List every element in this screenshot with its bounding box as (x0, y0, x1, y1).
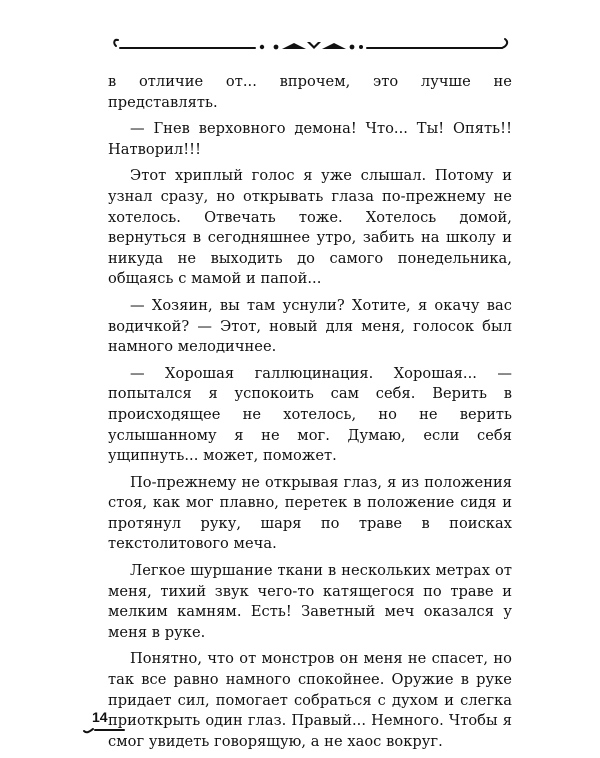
paragraph-2: — Гнев верховного демона! Что... Ты! Опять!! Натворил!!! (108, 120, 512, 158)
paragraph-1: в отличие от... впрочем, это лучше не представлять. (108, 73, 512, 111)
paragraph-4: — Хозяин, вы там уснули? Хотите, я окачу вас водичкой? — Этот, новый для меня, голосок был намного мелодичнее. (108, 296, 512, 356)
paragraph-6: По-прежнему не открывая глаз, я из положения стоя, как мог плавно, перетек в положение сидя и протянул руку, шаря по траве в поисках текстолитового меча. (108, 473, 512, 553)
page-footer (82, 706, 152, 740)
paragraph-3: Этот хриплый голос я уже слышал. Потому и узнал сразу, но открывать глаза по-прежнему не хотелось. Отвечать тоже. Хотелось домой, вернуться в сегодняшнее утро, забить на школу и никуда не выходить до самого понедельника, общаясь с мамой и папой... (108, 167, 512, 288)
page-number: 14 (92, 709, 108, 725)
paragraph-7: Легкое шуршание ткани в нескольких метрах от меня, тихий звук чего-то катящегося по траве и мелким камням. Есть! Заветный меч оказался у меня в руке. (108, 562, 512, 641)
paragraph-5: — Хорошая галлюцинация. Хорошая... — попытался я успокоить сам себя. Верить в происходящее не хотелось, но не верить услышанному я не мог. Думаю, если себя ущипнуть... может, поможет. (108, 364, 512, 465)
paragraph-8: Понятно, что от монстров он меня не спасет, но так все равно намного спокойнее. Оружие в руке придает сил, помогает собраться с духом и слегка приоткрыть один глаз. Правый... Немного. Чтобы я смог увидеть говорящую, а не хаос вокруг. (108, 650, 512, 750)
book-page-text (108, 72, 512, 758)
header-ornament (112, 34, 510, 56)
footer-ornament (82, 724, 152, 736)
